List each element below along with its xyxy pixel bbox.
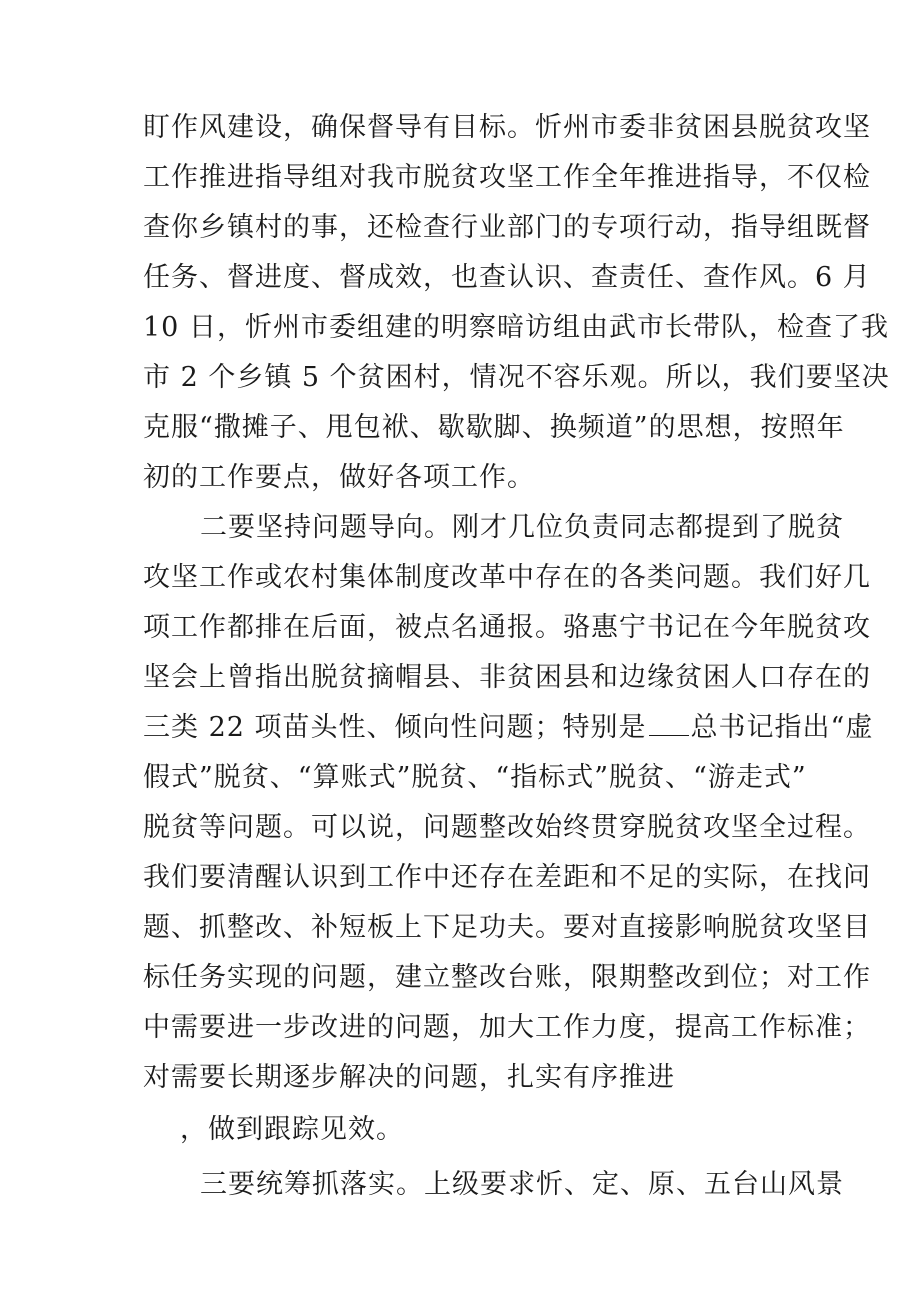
text-line: 我们要清醒认识到工作中还存在差距和不足的实际，在找问 [143,862,871,893]
text-line: 克服“撒摊子、甩包袱、歇歇脚、换频道”的思想，按照年 [143,412,845,443]
text-line: 题、抓整改、补短板上下足功夫。要对直接影响脱贫攻坚目 [143,912,871,943]
text-line: 攻坚工作或农村集体制度改革中存在的各类问题。我们好几 [143,562,871,593]
text-line: 中需要进一步改进的问题，加大工作力度，提高工作标准； [143,1012,871,1043]
paragraph-heading-two: 二要坚持问题导向。刚才几位负责同志都提到了脱贫 [200,512,844,543]
text-line: 标任务实现的问题，建立整改台账，限期整改到位；对工作 [143,962,871,993]
text-line: 假式”脱贫、“算账式”脱贫、“指标式”脱贫、“游走式” [143,762,807,793]
text-line: 盯作风建设，确保督导有目标。忻州市委非贫困县脱贫攻坚 [143,112,871,143]
text-line: 市 2 个乡镇 5 个贫困村，情况不容乐观。所以，我们要坚决 [143,362,890,393]
text-line: 任务、督进度、督成效，也查认识、查责任、查作风。6 月 [143,262,871,293]
text-segment: 总书记指出“虚 [690,712,874,743]
text-line: 初的工作要点，做好各项工作。 [143,462,535,493]
text-line: 查你乡镇村的事，还检查行业部门的专项行动，指导组既督 [143,212,871,243]
text-line: 项工作都排在后面，被点名通报。骆惠宁书记在今年脱贫攻 [143,612,871,643]
text-line: 对需要长期逐步解决的问题，扎实有序推进 [143,1062,675,1093]
text-segment: 三类 22 项苗头性、倾向性问题；特别是 [143,712,647,743]
text-line: 10 日，忻州市委组建的明察暗访组由武市长带队，检查了我 [143,312,889,343]
blank-underline [649,711,689,736]
paragraph-heading-three: 三要统筹抓落实。上级要求忻、定、原、五台山风景 [200,1169,844,1200]
text-line: 工作推进指导组对我市脱贫攻坚工作全年推进指导，不仅检 [143,162,871,193]
text-line: ，做到跟踪见效。 [180,1114,404,1145]
text-line: 坚会上曾指出脱贫摘帽县、非贫困县和边缘贫困人口存在的 [143,662,871,693]
text-line-with-blank [143,708,873,748]
text-line: 脱贫等问题。可以说，问题整改始终贯穿脱贫攻坚全过程。 [143,812,871,843]
